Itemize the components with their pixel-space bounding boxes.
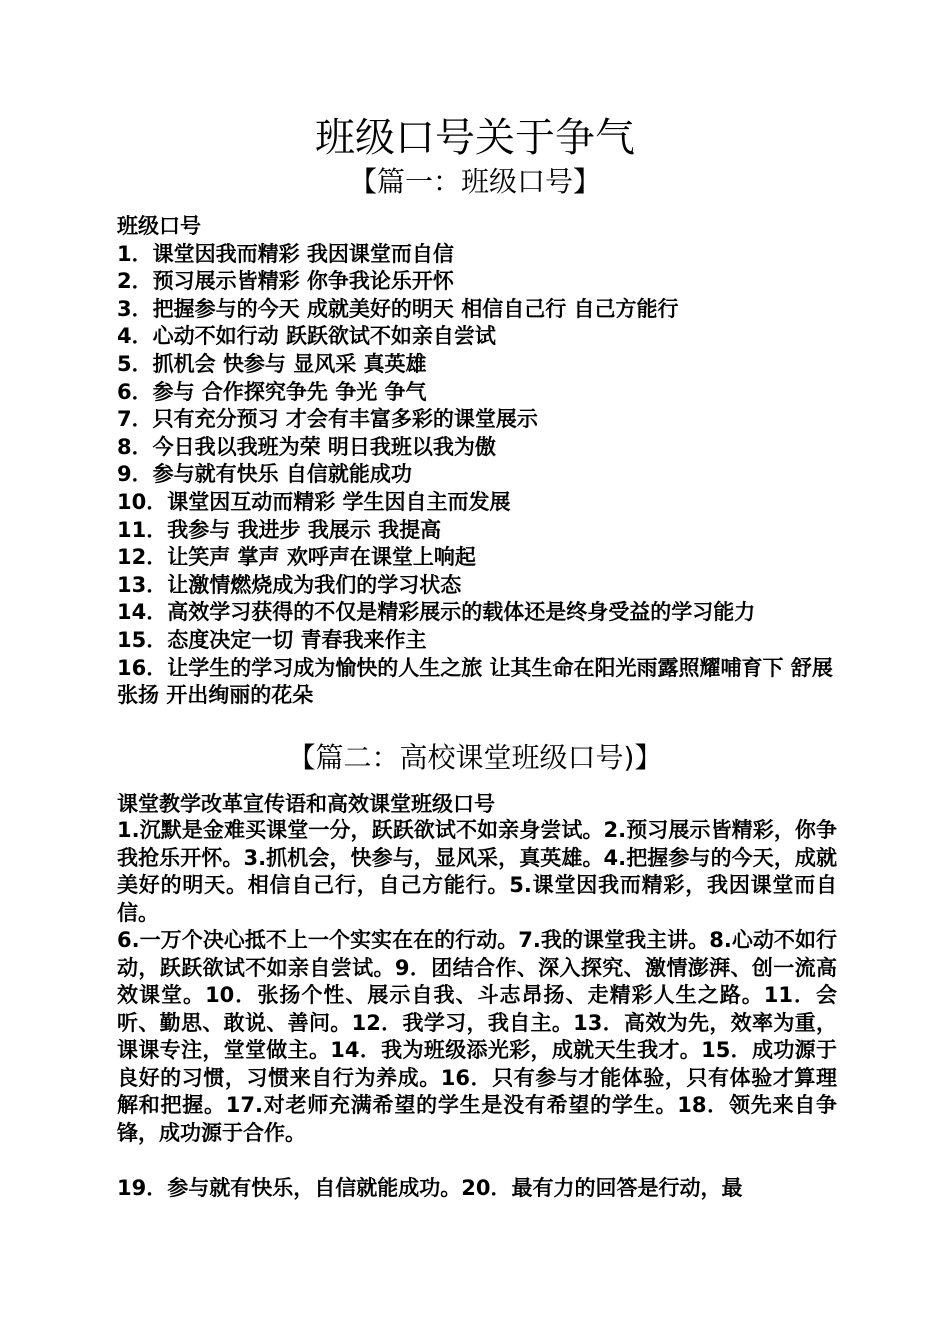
paragraph: 19．参与就有快乐，自信就能成功。20．最有力的回答是行动，最: [117, 1176, 743, 1200]
list-item: 16．让学生的学习成为愉快的人生之旅 让其生命在阳光雨露照耀哺育下 舒展张扬 开出绚丽的花朵: [117, 655, 833, 708]
list-item: 11．我参与 我进步 我展示 我提高: [117, 517, 442, 542]
section1-heading: 【篇一：班级口号】: [348, 165, 601, 198]
document-title: 班级口号关于争气: [315, 115, 635, 161]
list-item: 6．参与 合作探究争先 争光 争气: [117, 379, 427, 404]
section2-list-title: 课堂教学改革宣传语和高效课堂班级口号: [117, 792, 495, 816]
list-item: 12．让笑声 掌声 欢呼声在课堂上响起: [117, 545, 476, 570]
list-item: 13．让激情燃烧成为我们的学习状态: [117, 572, 462, 597]
list-title: 班级口号: [117, 214, 201, 238]
list-item: 15．态度决定一切 青春我来作主: [117, 627, 427, 652]
paragraph: 1.沉默是金难买课堂一分，跃跃欲试不如亲身尝试。2.预习展示皆精彩，你争我抢乐开怀。3.抓机会，快参与，显风采，真英雄。4.把握参与的今天，成就美好的明天。相信自己行，自己方能行。5.课堂因我而精彩，我因课堂而自信。: [117, 818, 837, 925]
list-item: 5．抓机会 快参与 显风采 真英雄: [117, 351, 427, 376]
list-item: 2．预习展示皆精彩 你争我论乐开怀: [117, 269, 454, 294]
list-item: 8．今日我以我班为荣 明日我班以我为傲: [117, 434, 496, 459]
list-item: 7．只有充分预习 才会有丰富多彩的课堂展示: [117, 407, 538, 432]
list-item: 14．高效学习获得的不仅是精彩展示的载体还是终身受益的学习能力: [117, 600, 756, 625]
list-item: 9．参与就有快乐 自信就能成功: [117, 462, 412, 487]
list-item: 1．课堂因我而精彩 我因课堂而自信: [117, 241, 454, 266]
section2-heading: 【篇二：高校课堂班级口号)】: [287, 741, 663, 774]
list-item: 10．课堂因互动而精彩 学生因自主而发展: [117, 489, 511, 514]
paragraph: 6.一万个决心抵不上一个实实在在的行动。7.我的课堂我主讲。8.心动不如行动，跃跃欲试不如亲自尝试。9．团结合作、深入探究、激情澎湃、创一流高效课堂。10．张扬个性、展示自我、斗志昂扬、走精彩人生之路。11．会听、勤思、敢说、善问。12．我学习，我自主。13．高效为先，效率为重，课课专注，堂堂做主。14．我为班级添光彩，成就天生我才。15．成功源于良好的习惯，习惯来自行为养成。16．只有参与才能体验，只有体验才算理解和把握。17.对老师充满希望的学生是没有希望的学生。18．领先来自争锋，成功源于合作。: [117, 928, 837, 1145]
section1-list: [117, 213, 837, 710]
list-item: 4．心动不如行动 跃跃欲试不如亲自尝试: [117, 324, 496, 349]
list-item: 3．把握参与的今天 成就美好的明天 相信自己行 自己方能行: [117, 296, 679, 321]
